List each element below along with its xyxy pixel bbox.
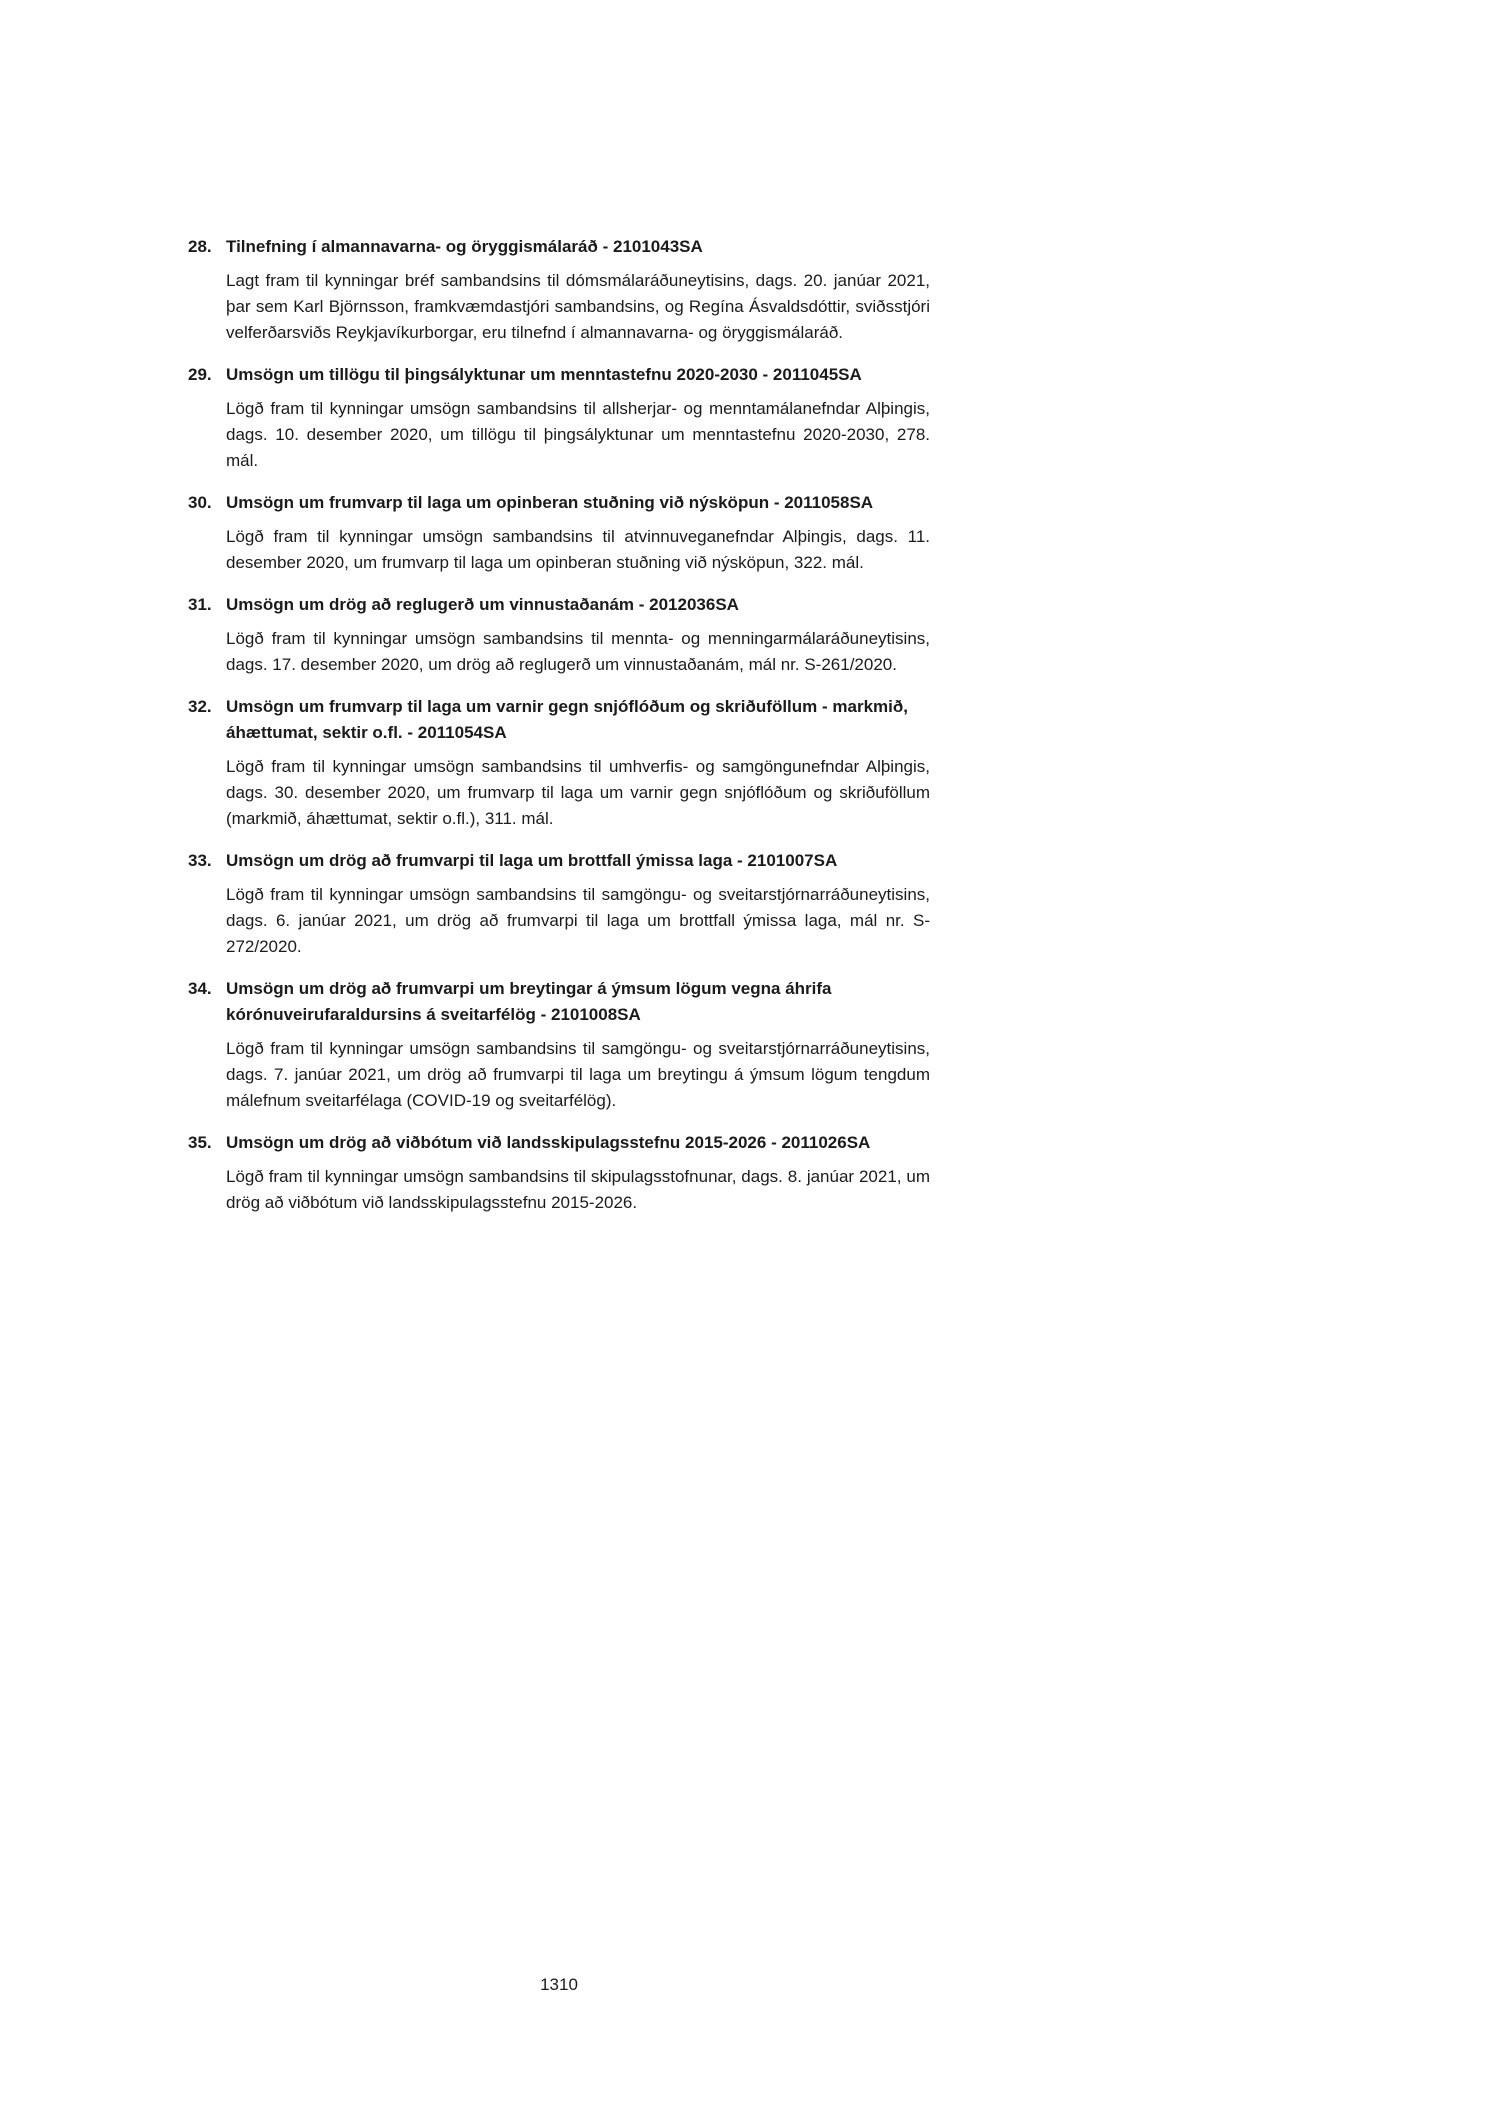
list-item bbox=[188, 976, 930, 1114]
item-title: Umsögn um frumvarp til laga um varnir gegn snjóflóðum og skriðuföllum - markmið, áhættumat, sektir o.fl. - 2011054SA bbox=[226, 697, 908, 742]
item-body: Lögð fram til kynningar umsögn sambandsins til samgöngu- og sveitarstjórnarráðuneytisins, dags. 7. janúar 2021, um drög að frumvarpi til laga um breytingu á ýmsum lögum tengdum málefnum sveitarfélaga (COVID-19 og sveitarfélög). bbox=[226, 1039, 930, 1110]
item-number: 32. bbox=[188, 697, 212, 716]
item-content bbox=[226, 490, 930, 576]
item-title: Umsögn um frumvarp til laga um opinberan stuðning við nýsköpun - 2011058SA bbox=[226, 493, 874, 512]
item-title: Umsögn um drög að frumvarpi um breytingar á ýmsum lögum vegna áhrifa kórónuveirufaraldursins á sveitarfélög - 2101008SA bbox=[226, 979, 832, 1024]
item-content bbox=[226, 694, 930, 832]
page-number: 1310 bbox=[540, 1975, 578, 1994]
list-item bbox=[188, 1130, 930, 1216]
item-content bbox=[226, 1130, 930, 1216]
item-content bbox=[226, 362, 930, 474]
item-number: 29. bbox=[188, 365, 212, 384]
item-title: Umsögn um drög að frumvarpi til laga um brottfall ýmissa laga - 2101007SA bbox=[226, 851, 838, 870]
item-content bbox=[226, 592, 930, 678]
item-title: Umsögn um drög að reglugerð um vinnustaðanám - 2012036SA bbox=[226, 595, 739, 614]
item-title: Umsögn um tillögu til þingsályktunar um menntastefnu 2020-2030 - 2011045SA bbox=[226, 365, 862, 384]
item-content bbox=[226, 234, 930, 346]
item-number: 30. bbox=[188, 493, 212, 512]
list-item bbox=[188, 848, 930, 960]
item-body: Lagt fram til kynningar bréf sambandsins til dómsmálaráðuneytisins, dags. 20. janúar 2021, þar sem Karl Björnsson, framkvæmdastjóri sambandsins, og Regína Ásvaldsdóttir, sviðsstjóri velferðarsviðs Reykjavíkurborgar, eru tilnefnd í almannavarna- og öryggismálaráð. bbox=[226, 271, 930, 342]
item-number: 35. bbox=[188, 1133, 212, 1152]
item-body: Lögð fram til kynningar umsögn sambandsins til allsherjar- og menntamálanefndar Alþingis, dags. 10. desember 2020, um tillögu til þingsályktunar um menntastefnu 2020-2030, 278. mál. bbox=[226, 399, 930, 470]
list-item bbox=[188, 234, 930, 346]
item-content bbox=[226, 848, 930, 960]
item-number: 31. bbox=[188, 595, 212, 614]
agenda-item-list bbox=[188, 234, 930, 1232]
item-title: Tilnefning í almannavarna- og öryggismálaráð - 2101043SA bbox=[226, 237, 703, 256]
item-body: Lögð fram til kynningar umsögn sambandsins til samgöngu- og sveitarstjórnarráðuneytisins, dags. 6. janúar 2021, um drög að frumvarpi til laga um brottfall ýmissa laga, mál nr. S-272/2020. bbox=[226, 885, 930, 956]
list-item bbox=[188, 362, 930, 474]
item-body: Lögð fram til kynningar umsögn sambandsins til umhverfis- og samgöngunefndar Alþingis, dags. 30. desember 2020, um frumvarp til laga um varnir gegn snjóflóðum og skriðuföllum (markmið, áhættumat, sektir o.fl.), 311. mál. bbox=[226, 757, 930, 828]
item-number: 33. bbox=[188, 851, 212, 870]
item-number: 28. bbox=[188, 237, 212, 256]
list-item bbox=[188, 694, 930, 832]
list-item bbox=[188, 592, 930, 678]
item-body: Lögð fram til kynningar umsögn sambandsins til skipulagsstofnunar, dags. 8. janúar 2021, um drög að viðbótum við landsskipulagsstefnu 2015-2026. bbox=[226, 1167, 930, 1212]
list-item bbox=[188, 490, 930, 576]
item-content bbox=[226, 976, 930, 1114]
item-body: Lögð fram til kynningar umsögn sambandsins til mennta- og menningarmálaráðuneytisins, dags. 17. desember 2020, um drög að reglugerð um vinnustaðanám, mál nr. S-261/2020. bbox=[226, 629, 930, 674]
item-number: 34. bbox=[188, 979, 212, 998]
item-title: Umsögn um drög að viðbótum við landsskipulagsstefnu 2015-2026 - 2011026SA bbox=[226, 1133, 871, 1152]
item-body: Lögð fram til kynningar umsögn sambandsins til atvinnuveganefndar Alþingis, dags. 11. desember 2020, um frumvarp til laga um opinberan stuðning við nýsköpun, 322. mál. bbox=[226, 527, 930, 572]
